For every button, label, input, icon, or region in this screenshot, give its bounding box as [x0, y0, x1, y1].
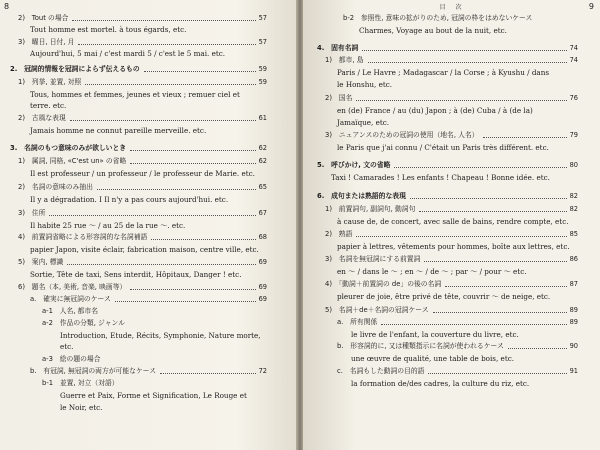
toc-entry-text: en ～ / dans le ～ ; en ～ / de ～ ; par ～ / pour ～ etc. — [337, 267, 527, 276]
toc-entry-text: 2) Tout の場合 — [18, 14, 69, 22]
toc-entry-text: 4) 「動詞＋前置詞の de」の後の名詞 — [325, 280, 442, 288]
leader-dots — [356, 100, 567, 101]
toc-page-ref: 91 — [569, 367, 578, 375]
toc-entry-text: Il est professeur / un professeur / le professeur de Marie. etc. — [30, 169, 255, 178]
toc-entry-text: Taxi ! Camarades ! Les enfants ! Chapeau ! Bonne idée. etc. — [331, 173, 550, 182]
toc-entry-text: Il habite 25 rue ～ / au 25 de la rue ～. etc. — [30, 221, 186, 230]
toc-entry-text: a. 所有関係 — [337, 318, 378, 326]
leader-dots — [381, 324, 567, 325]
leader-dots — [356, 236, 567, 237]
toc-page-ref: 79 — [569, 131, 578, 139]
leader-dots — [130, 289, 256, 290]
toc-page-ref: 82 — [569, 205, 578, 213]
toc-entry-text: 3) 名詞を無冠詞にする前置詞 — [325, 255, 421, 263]
toc-entry-text: Sortie, Tête de taxi, Sens interdit, Hôpitaux, Danger ! etc. — [30, 270, 242, 279]
toc-page-ref: 89 — [569, 306, 578, 314]
toc-entry-text: pleurer de joie, être privé de tête, couvrir ～ de neige, etc. — [337, 292, 551, 301]
toc-page-ref: 68 — [258, 233, 267, 241]
toc-entry-text: b-2 参照性, 意味の拡がりのため, 冠詞の枠をはめないケース — [343, 14, 533, 22]
toc-entry-text: 2) 古風な表現 — [18, 114, 66, 122]
toc-entry-text: 2) 名詞の意味のみ抽出 — [18, 183, 93, 191]
toc-entry-text: 5) 案内, 標識 — [18, 258, 64, 266]
toc-page-ref: 59 — [258, 78, 267, 86]
toc-entry-text: Tout homme est mortel. à tous égards, etc. — [30, 25, 187, 34]
toc-entry-text: Charmes, Voyage au bout de la nuit, etc. — [359, 26, 507, 35]
toc-entry-text: a-1 人名, 都市名 — [42, 307, 99, 315]
toc-entry-text: 5) 名詞＋de＋名詞の冠詞ケース — [325, 306, 429, 314]
toc-page-ref: 87 — [569, 280, 578, 288]
toc-page-ref: 80 — [569, 161, 578, 169]
leader-dots — [433, 312, 567, 313]
toc-entry-text: Aujourd'hui, 5 mai / c'est mardi 5 / c'est le 5 mai. etc. — [30, 49, 226, 58]
toc-entry-text: 3) ニュアンスのための冠詞の使用（地名, 人名） — [325, 131, 479, 139]
leader-dots — [424, 261, 567, 262]
toc-page-ref: 74 — [569, 44, 578, 52]
toc-entry-text: le Paris que j'ai connu / C'était un Paris très différent. etc. — [337, 143, 549, 152]
leader-dots — [368, 62, 567, 63]
toc-entry-text: la formation de/des cadres, la culture du riz, etc. — [351, 379, 530, 388]
toc-page-ref: 74 — [569, 56, 578, 64]
toc-page-ref: 61 — [258, 114, 267, 122]
toc-entry-text: c. 名詞もした動詞の目的語 — [337, 367, 425, 375]
toc-entry-text: 4. 固有名詞 — [317, 44, 359, 52]
toc-page-ref: 65 — [258, 183, 267, 191]
right-page — [303, 0, 600, 450]
toc-entry-text: etc. — [60, 342, 74, 351]
toc-page-ref: 69 — [258, 283, 267, 291]
toc-entry-text: b-1 並置, 対立（対語） — [42, 379, 119, 387]
toc-entry-text: 1) 前置詞句, 副詞句, 動詞句 — [325, 205, 416, 213]
toc-entry-text: 3) 住所 — [18, 209, 46, 217]
leader-dots — [130, 163, 256, 164]
toc-entry-text: b. 形容詞的に, 又は種類指示に名詞が使われるケース — [337, 342, 504, 350]
toc-entry-text: 2) 国名 — [325, 94, 353, 102]
running-header: 目 次 — [439, 4, 464, 11]
toc-entry-text: b. 有冠詞, 無冠詞の両方が可能なケース — [30, 367, 157, 375]
toc-entry-text: papier Japon, visite éclair, fabrication maison, centre ville, etc. — [30, 245, 259, 254]
toc-entry-text: 5. 呼びかけ, 文の省略 — [317, 161, 391, 169]
toc-entry-text: 4) 前置詞省略による形容詞的な名詞補語 — [18, 233, 148, 241]
toc-entry-text: 1) 列挙, 並置, 対照 — [18, 78, 82, 86]
toc-entry-text: 3) 曜日, 日付, 月 — [18, 38, 75, 46]
toc-page-ref: 62 — [258, 144, 267, 152]
toc-page-ref: 59 — [258, 65, 267, 73]
toc-entry-text: 6) 題名（本, 美術, 音楽, 映画等） — [18, 283, 127, 291]
leader-dots — [97, 189, 256, 190]
toc-entry-text: le livre de l'enfant, la couverture du livre, etc. — [351, 330, 519, 339]
leader-dots — [144, 71, 256, 72]
toc-entry-text: papier à lettres, vêtements pour hommes, boîte aux lettres, etc. — [337, 242, 570, 251]
leader-dots — [419, 211, 567, 212]
toc-entry-text: Tous, hommes et femmes, jeunes et vieux ; remuer ciel et — [30, 90, 240, 99]
leader-dots — [410, 198, 567, 199]
toc-page-ref: 72 — [258, 367, 267, 375]
toc-page-ref: 57 — [258, 14, 267, 22]
leader-dots — [160, 373, 256, 374]
leader-dots — [115, 301, 256, 302]
toc-entry-text: Il y a dégradation. I Il n'y a pas cours aujourd'hui. etc. — [30, 195, 229, 204]
leader-dots — [70, 120, 256, 121]
leader-dots — [67, 264, 256, 265]
leader-dots — [49, 215, 256, 216]
toc-entry-text: a. 確実に無冠詞のケース — [30, 295, 111, 303]
toc-entry-text: 6. 成句または熟語的な表現 — [317, 192, 406, 200]
leader-dots — [394, 167, 567, 168]
toc-entry-text: le Noir, etc. — [60, 403, 103, 412]
toc-entry-text: Introduction, Etude, Récits, Symphonie, Nature morte, — [60, 331, 261, 340]
toc-entry-text: en (de) France / au (du) Japon ; à (de) Cuba / à (de la) — [337, 106, 533, 115]
leader-dots — [151, 239, 256, 240]
toc-entry-text: Jamais homme ne connut pareille merveille. etc. — [30, 126, 207, 135]
toc-entry-text: 2) 熟語 — [325, 230, 353, 238]
leader-dots — [78, 44, 256, 45]
toc-entry-text: Jamaïque, etc. — [337, 118, 390, 127]
toc-page-ref: 57 — [258, 38, 267, 46]
leader-dots — [72, 20, 256, 21]
toc-page-ref: 69 — [258, 258, 267, 266]
toc-entry-text: le Honshu, etc. — [337, 80, 393, 89]
toc-page-ref: 86 — [569, 255, 578, 263]
leader-dots — [85, 84, 256, 85]
toc-page-ref: 90 — [569, 342, 578, 350]
toc-page-ref: 82 — [569, 192, 578, 200]
toc-page-ref: 76 — [569, 94, 578, 102]
toc-entry-text: Guerre et Paix, Forme et Signification, Le Rouge et — [60, 391, 247, 400]
leader-dots — [428, 373, 567, 374]
page-number: 9 — [588, 2, 594, 11]
toc-entry-text: a-2 作品の分類, ジャンル — [42, 319, 125, 327]
page-number: 8 — [4, 2, 10, 11]
leader-dots — [508, 348, 567, 349]
toc-entry-text: 1) 属詞, 同格, «C'est un» の省略 — [18, 157, 127, 165]
toc-entry-text: 1) 都市, 島 — [325, 56, 364, 64]
toc-entry-text: 3. 名詞のもつ意味のみが欲しいとき — [10, 144, 127, 152]
leader-dots — [362, 50, 567, 51]
toc-page-ref: 67 — [258, 209, 267, 217]
toc-page-ref: 89 — [569, 318, 578, 326]
leader-dots — [130, 150, 256, 151]
toc-page-ref: 85 — [569, 230, 578, 238]
toc-entry-text: a-3 絵の題の場合 — [42, 355, 101, 363]
toc-entry-text: terre. etc. — [30, 101, 67, 110]
toc-page-ref: 62 — [258, 157, 267, 165]
left-page — [0, 0, 297, 450]
leader-dots — [483, 137, 567, 138]
toc-page-ref: 69 — [258, 295, 267, 303]
toc-entry-text: à cause de, de concert, avec salle de bains, rendre compte, etc. — [337, 217, 569, 226]
toc-entry-text: Paris / Le Havre ; Madagascar / la Corse ; à Kyushu / dans — [337, 68, 550, 77]
toc-entry-text: 2. 冠詞的情報を冠詞によらず伝えるもの — [10, 65, 140, 73]
leader-dots — [445, 286, 567, 287]
toc-entry-text: une œuvre de qualité, une table de bois, etc. — [351, 354, 515, 363]
